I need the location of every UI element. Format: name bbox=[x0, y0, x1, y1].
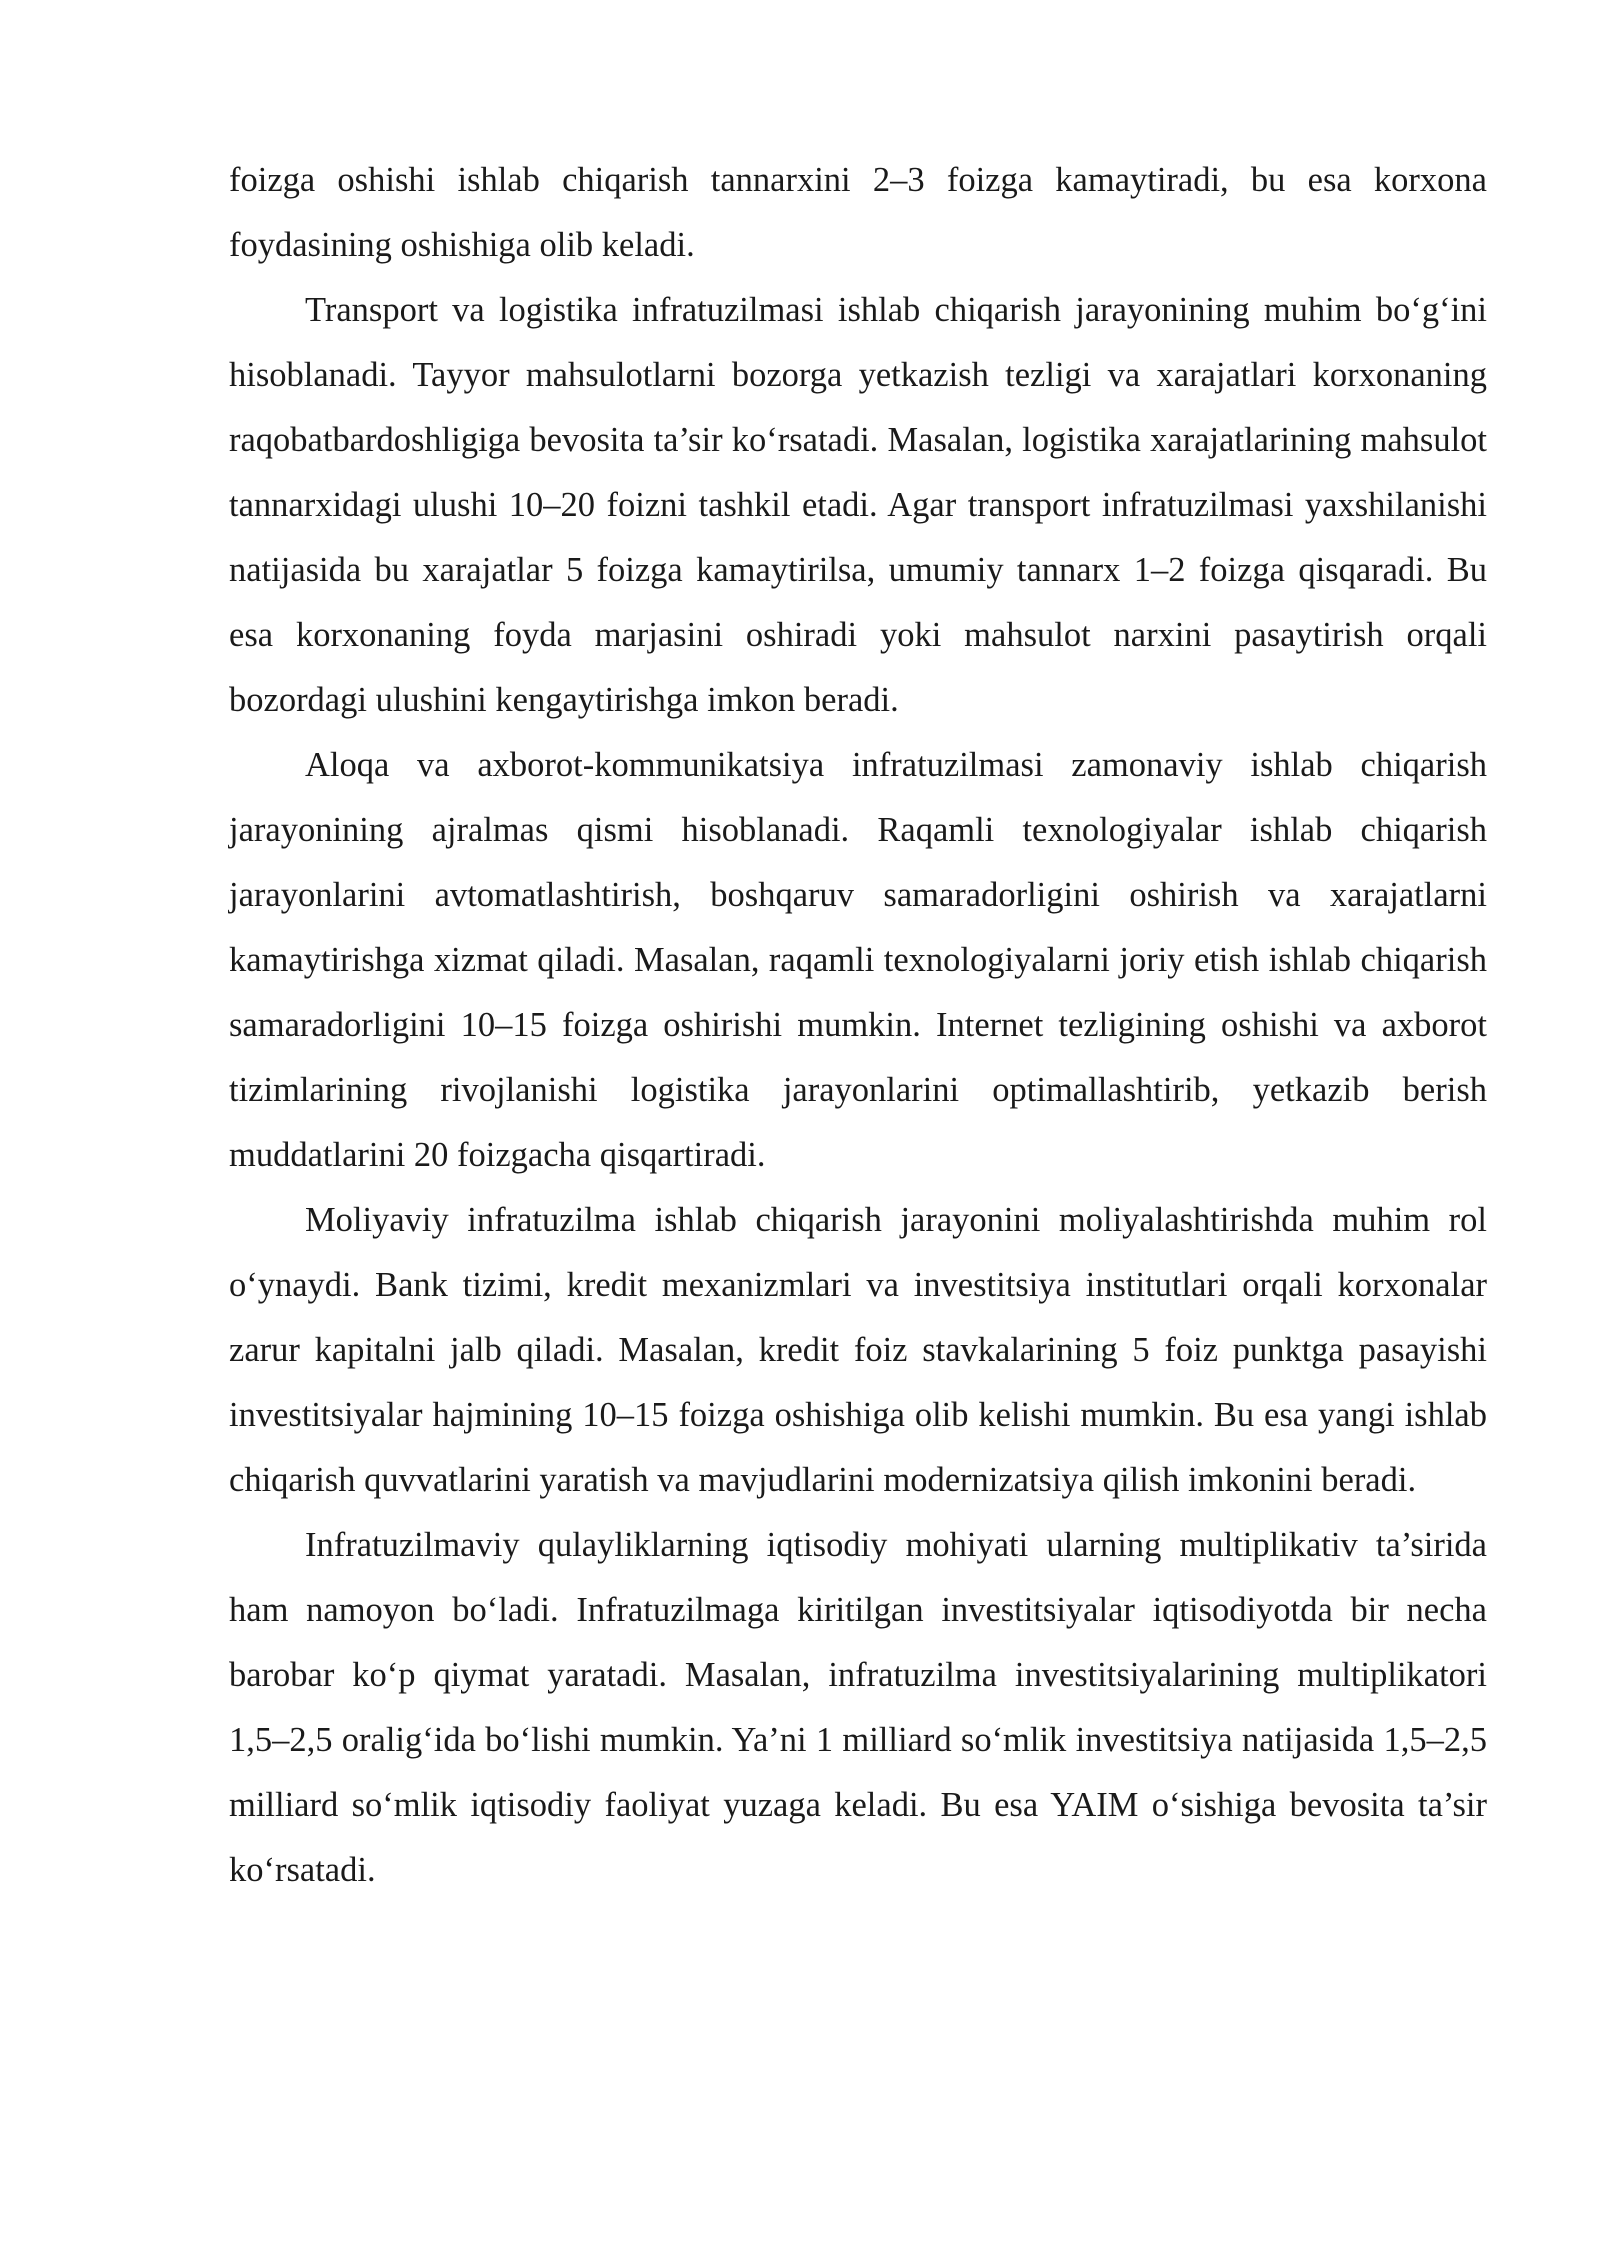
document-body bbox=[229, 148, 1487, 1903]
paragraph-financial-infrastructure: Moliyaviy infratuzilma ishlab chiqarish jarayonini moliyalashtirishda muhim rol o‘ynaydi. Bank tizimi, kredit mexanizmlari va investitsiya institutlari orqali korxonalar zarur kapitalni jalb qiladi. Masalan, kredit foiz stavkalarining 5 foiz punktga pasayishi investitsiyalar hajmining 10–15 foizga oshishiga olib kelishi mumkin. Bu esa yangi ishlab chiqarish quvvatlarini yaratish va mavjudlarini modernizatsiya qilish imkonini beradi. bbox=[229, 1201, 1487, 1499]
paragraph-continuation: foizga oshishi ishlab chiqarish tannarxini 2–3 foizga kamaytiradi, bu esa korxona foydasining oshishiga olib keladi. bbox=[229, 161, 1487, 264]
paragraph-transport-logistics: Transport va logistika infratuzilmasi ishlab chiqarish jarayonining muhim bo‘g‘ini hisoblanadi. Tayyor mahsulotlarni bozorga yetkazish tezligi va xarajatlari korxonaning raqobatbardoshligiga bevosita ta’sir ko‘rsatadi. Masalan, logistika xarajatlarining mahsulot tannarxidagi ulushi 10–20 foizni tashkil etadi. Agar transport infratuzilmasi yaxshilanishi natijasida bu xarajatlar 5 foizga kamaytirilsa, umumiy tannarx 1–2 foizga qisqaradi. Bu esa korxonaning foyda marjasini oshiradi yoki mahsulot narxini pasaytirish orqali bozordagi ulushini kengaytirishga imkon beradi. bbox=[229, 291, 1487, 719]
paragraph-multiplier-effect: Infratuzilmaviy qulayliklarning iqtisodiy mohiyati ularning multiplikativ ta’sirida ham namoyon bo‘ladi. Infratuzilmaga kiritilgan investitsiyalar iqtisodiyotda bir necha barobar ko‘p qiymat yaratadi. Masalan, infratuzilma investitsiyalarining multiplikatori 1,5–2,5 oralig‘ida bo‘lishi mumkin. Ya’ni 1 milliard so‘mlik investitsiya natijasida 1,5–2,5 milliard so‘mlik iqtisodiy faoliyat yuzaga keladi. Bu esa YAIM o‘sishiga bevosita ta’sir ko‘rsatadi. bbox=[229, 1526, 1487, 1889]
paragraph-communication-ict: Aloqa va axborot-kommunikatsiya infratuzilmasi zamonaviy ishlab chiqarish jarayonining ajralmas qismi hisoblanadi. Raqamli texnologiyalar ishlab chiqarish jarayonlarini avtomatlashtirish, boshqaruv samaradorligini oshirish va xarajatlarni kamaytirishga xizmat qiladi. Masalan, raqamli texnologiyalarni joriy etish ishlab chiqarish samaradorligini 10–15 foizga oshirishi mumkin. Internet tezligining oshishi va axborot tizimlarining rivojlanishi logistika jarayonlarini optimallashtirib, yetkazib berish muddatlarini 20 foizgacha qisqartiradi. bbox=[229, 746, 1487, 1174]
